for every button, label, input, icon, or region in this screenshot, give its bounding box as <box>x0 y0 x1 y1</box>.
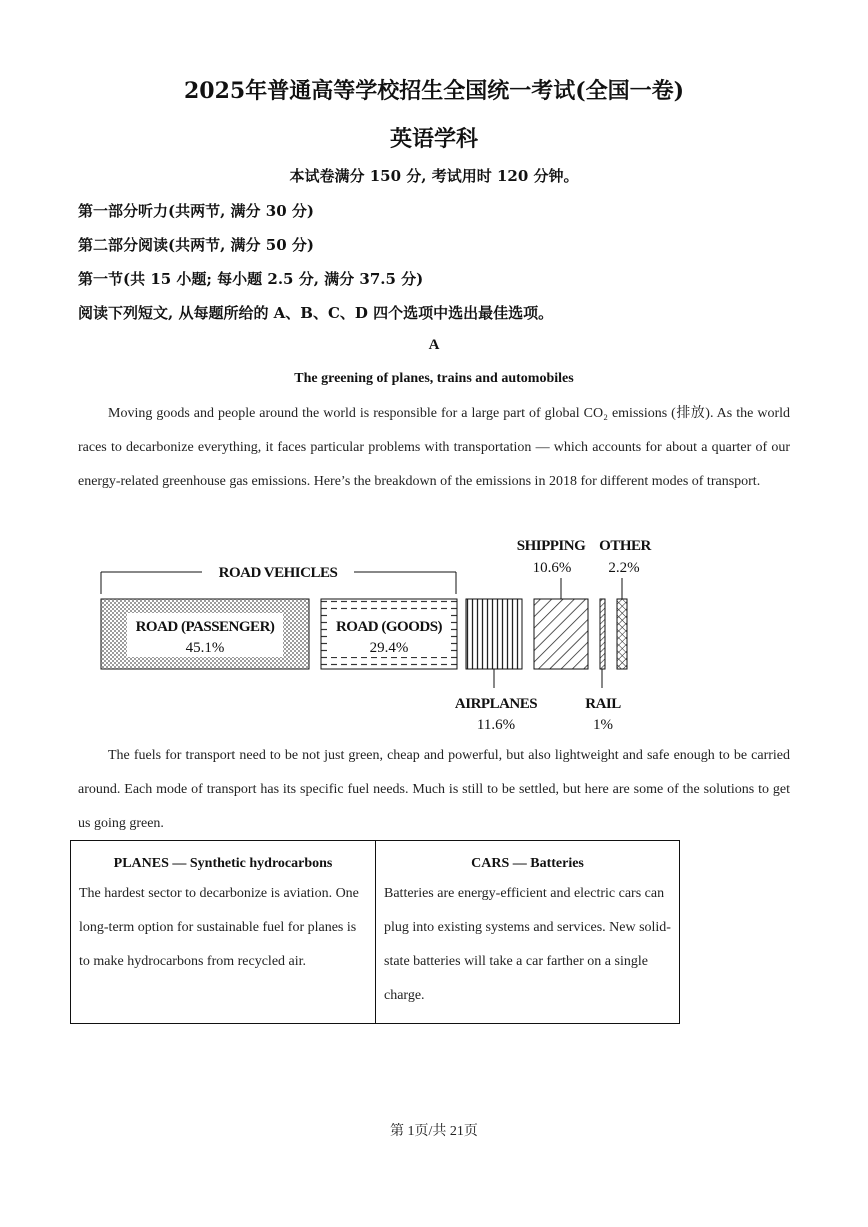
exam-title: 2025年普通高等学校招生全国统一考试(全国一卷) <box>183 78 685 104</box>
solutions-table <box>70 840 680 1024</box>
paragraph-1 <box>78 397 790 499</box>
label-road-goods: ROAD (GOODS) <box>335 619 443 635</box>
bar-other <box>617 599 627 669</box>
bar-airplanes <box>466 599 522 669</box>
road-vehicles-bracket <box>101 565 456 594</box>
label-road-passenger: ROAD (PASSENGER) <box>135 619 275 635</box>
page-number: 第 1页/共 21页 <box>390 1124 478 1139</box>
part1-heading: 第一部分听力(共两节, 满分 30 分) <box>78 202 314 220</box>
emissions-chart <box>0 528 868 738</box>
label-airplanes: AIRPLANES <box>454 696 538 712</box>
passage-letter: A <box>428 337 440 353</box>
paragraph-2 <box>78 739 790 841</box>
road-vehicles-label: ROAD VEHICLES <box>218 565 338 581</box>
label-rail: RAIL <box>585 696 621 712</box>
solution-cars-heading: CARS — Batteries <box>471 856 584 871</box>
value-rail: 1% <box>593 717 613 733</box>
bar-rail <box>600 599 605 669</box>
solution-planes <box>71 841 375 1023</box>
solution-cars <box>375 841 679 1023</box>
bar-shipping <box>534 599 588 669</box>
solution-planes-heading: PLANES — Synthetic hydrocarbons <box>113 856 333 871</box>
value-shipping: 10.6% <box>532 560 572 576</box>
section1-heading: 第一节(共 15 小题; 每小题 2.5 分, 满分 37.5 分) <box>78 270 424 288</box>
label-shipping: SHIPPING <box>516 538 586 554</box>
subject-title: 英语学科 <box>389 126 478 152</box>
value-airplanes: 11.6% <box>476 717 516 733</box>
value-road-goods: 29.4% <box>369 640 409 656</box>
paragraph-1-text: Moving goods and people around the world is responsible for a large part of global CO₂ emissions (排放). As the world races to decarbonize everything, it faces particular problems with transportation — which accounts for about a quarter of our energy-related greenhouse gas emissions. Here’s the breakdown of the emissions in 2018 for different modes of transport. <box>78 406 790 489</box>
value-other: 2.2% <box>608 560 640 576</box>
solution-cars-body: Batteries are energy-efficient and electric cars can plug into existing systems and services. New solid-state batteries will take a car farther on a single charge. <box>384 886 671 1003</box>
exam-info: 本试卷满分 150 分, 考试用时 120 分钟。 <box>289 167 579 185</box>
paragraph-2-text: The fuels for transport need to be not just green, cheap and powerful, but also lightweight and safe enough to be carried around. Each mode of transport has its specific fuel needs. Much is still to be settled, but here are some of the solutions to get us going green. <box>78 748 790 831</box>
label-other: OTHER <box>599 538 651 554</box>
value-road-passenger: 45.1% <box>185 640 225 656</box>
instruction: 阅读下列短文, 从每题所给的 A、B、C、D 四个选项中选出最佳选项。 <box>78 304 554 322</box>
part2-heading: 第二部分阅读(共两节, 满分 50 分) <box>78 236 314 254</box>
passage-title: The greening of planes, trains and automobiles <box>294 371 574 386</box>
solution-planes-body: The hardest sector to decarbonize is aviation. One long-term option for sustainable fuel for planes is to make hydrocarbons from recycled air. <box>79 886 359 969</box>
